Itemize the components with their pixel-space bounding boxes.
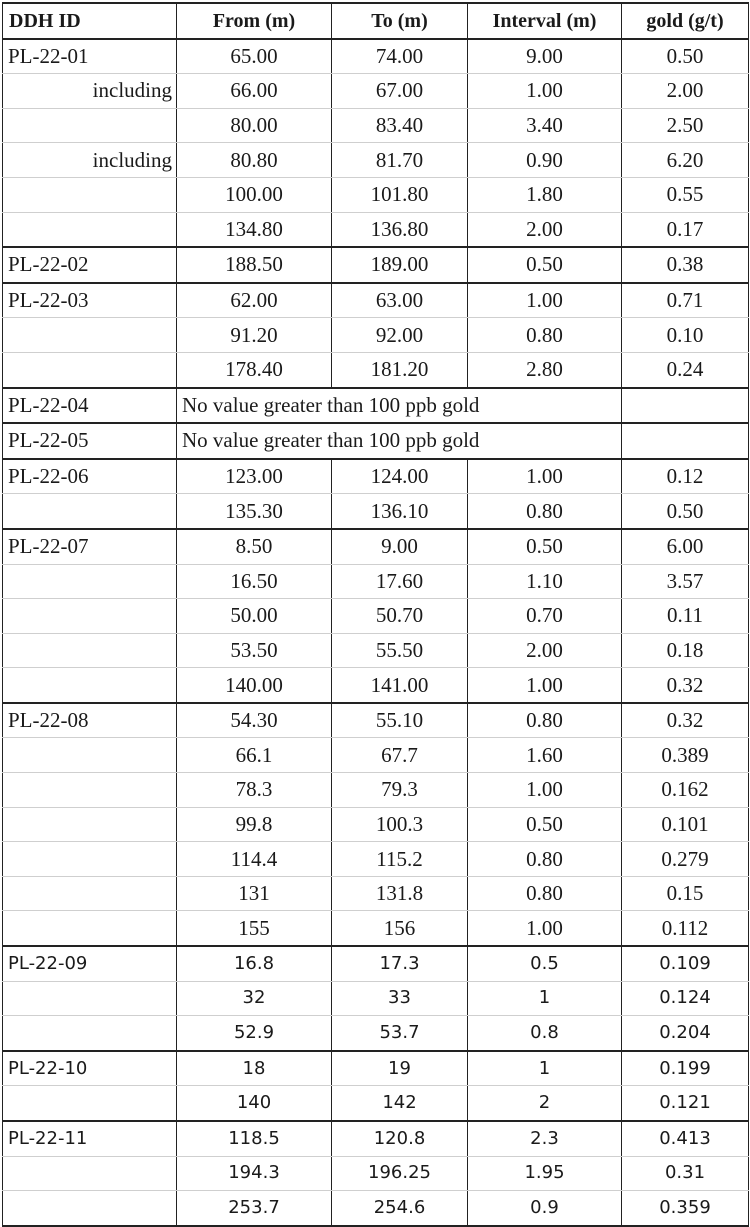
from-cell: 99.8 — [177, 807, 332, 842]
including-label: including — [3, 74, 177, 109]
hole-id-cell — [3, 212, 177, 247]
to-cell: 67.7 — [332, 738, 468, 773]
gold-cell: 0.199 — [622, 1051, 749, 1086]
to-cell: 81.70 — [332, 143, 468, 178]
hole-id-cell — [3, 494, 177, 529]
interval-cell: 2.00 — [468, 212, 622, 247]
gold-cell: 0.279 — [622, 842, 749, 877]
hole-id-cell — [3, 599, 177, 634]
gold-cell: 0.24 — [622, 352, 749, 387]
hole-id-cell — [3, 108, 177, 143]
to-cell: 55.50 — [332, 633, 468, 668]
from-cell: 52.9 — [177, 1016, 332, 1051]
interval-cell: 0.80 — [468, 494, 622, 529]
table-row — [3, 599, 749, 634]
to-cell: 92.00 — [332, 318, 468, 353]
hole-id-cell: PL-22-01 — [3, 39, 177, 74]
gold-cell: 0.413 — [622, 1121, 749, 1156]
header-row — [3, 3, 749, 39]
to-cell: 181.20 — [332, 352, 468, 387]
gold-cell: 2.00 — [622, 74, 749, 109]
from-cell: 118.5 — [177, 1121, 332, 1156]
interval-cell: 1.80 — [468, 177, 622, 212]
table-row — [3, 459, 749, 494]
table-row — [3, 981, 749, 1016]
to-cell: 115.2 — [332, 842, 468, 877]
table-row — [3, 911, 749, 946]
hole-id-cell: PL-22-07 — [3, 529, 177, 564]
to-cell: 19 — [332, 1051, 468, 1086]
from-cell: 194.3 — [177, 1156, 332, 1191]
gold-cell: 0.32 — [622, 703, 749, 738]
table-row — [3, 633, 749, 668]
hole-id-cell: PL-22-05 — [3, 423, 177, 459]
interval-cell: 0.80 — [468, 842, 622, 877]
gold-cell — [622, 388, 749, 424]
to-cell: 136.10 — [332, 494, 468, 529]
no-value-note: No value greater than 100 ppb gold — [177, 388, 622, 424]
gold-cell: 0.389 — [622, 738, 749, 773]
to-cell: 53.7 — [332, 1016, 468, 1051]
gold-cell: 0.18 — [622, 633, 749, 668]
gold-cell: 0.359 — [622, 1191, 749, 1226]
interval-cell: 0.50 — [468, 807, 622, 842]
from-cell: 8.50 — [177, 529, 332, 564]
table-row — [3, 1191, 749, 1226]
from-cell: 178.40 — [177, 352, 332, 387]
to-cell: 120.8 — [332, 1121, 468, 1156]
table-row — [3, 494, 749, 529]
table-row — [3, 842, 749, 877]
gold-cell: 6.00 — [622, 529, 749, 564]
hole-id-cell — [3, 773, 177, 808]
interval-cell: 0.5 — [468, 946, 622, 981]
hole-id-cell — [3, 564, 177, 599]
table-row — [3, 212, 749, 247]
to-cell: 189.00 — [332, 247, 468, 283]
hole-id-cell — [3, 633, 177, 668]
table-row — [3, 108, 749, 143]
from-cell: 78.3 — [177, 773, 332, 808]
header-to: To (m) — [332, 3, 468, 39]
hole-id-cell: PL-22-10 — [3, 1051, 177, 1086]
to-cell: 67.00 — [332, 74, 468, 109]
from-cell: 50.00 — [177, 599, 332, 634]
hole-id-cell: PL-22-03 — [3, 283, 177, 318]
from-cell: 65.00 — [177, 39, 332, 74]
interval-cell: 2.80 — [468, 352, 622, 387]
gold-cell: 6.20 — [622, 143, 749, 178]
interval-cell: 0.70 — [468, 599, 622, 634]
hole-id-cell: PL-22-11 — [3, 1121, 177, 1156]
interval-cell: 1 — [468, 981, 622, 1016]
hole-id-cell — [3, 1016, 177, 1051]
interval-cell: 1.10 — [468, 564, 622, 599]
interval-cell: 1.00 — [468, 283, 622, 318]
gold-cell: 0.11 — [622, 599, 749, 634]
table-row — [3, 773, 749, 808]
interval-cell: 1.00 — [468, 773, 622, 808]
interval-cell: 0.50 — [468, 529, 622, 564]
table-row — [3, 1016, 749, 1051]
table-row — [3, 946, 749, 981]
table-row — [3, 876, 749, 911]
table-body — [3, 39, 749, 1226]
gold-cell: 0.32 — [622, 668, 749, 703]
hole-id-cell: PL-22-06 — [3, 459, 177, 494]
gold-cell: 0.15 — [622, 876, 749, 911]
interval-cell: 0.80 — [468, 318, 622, 353]
hole-id-cell: PL-22-09 — [3, 946, 177, 981]
hole-id-cell — [3, 1191, 177, 1226]
header-from: From (m) — [177, 3, 332, 39]
table-row — [3, 564, 749, 599]
gold-cell: 0.204 — [622, 1016, 749, 1051]
table-row — [3, 74, 749, 109]
hole-id-cell — [3, 807, 177, 842]
table-row — [3, 1121, 749, 1156]
table-row — [3, 1051, 749, 1086]
from-cell: 80.80 — [177, 143, 332, 178]
table-row — [3, 352, 749, 387]
from-cell: 66.00 — [177, 74, 332, 109]
gold-cell: 0.124 — [622, 981, 749, 1016]
gold-cell: 0.10 — [622, 318, 749, 353]
from-cell: 32 — [177, 981, 332, 1016]
header-ddh-id: DDH ID — [3, 3, 177, 39]
table-row — [3, 39, 749, 74]
from-cell: 253.7 — [177, 1191, 332, 1226]
to-cell: 50.70 — [332, 599, 468, 634]
to-cell: 101.80 — [332, 177, 468, 212]
to-cell: 196.25 — [332, 1156, 468, 1191]
gold-cell: 0.55 — [622, 177, 749, 212]
gold-cell: 0.101 — [622, 807, 749, 842]
table-row — [3, 1086, 749, 1121]
gold-cell: 0.50 — [622, 494, 749, 529]
table-row — [3, 703, 749, 738]
table-row — [3, 1156, 749, 1191]
interval-cell: 1 — [468, 1051, 622, 1086]
from-cell: 18 — [177, 1051, 332, 1086]
header-gold: gold (g/t) — [622, 3, 749, 39]
interval-cell: 2.00 — [468, 633, 622, 668]
from-cell: 131 — [177, 876, 332, 911]
to-cell: 83.40 — [332, 108, 468, 143]
hole-id-cell — [3, 668, 177, 703]
from-cell: 80.00 — [177, 108, 332, 143]
table-row — [3, 318, 749, 353]
gold-cell: 0.31 — [622, 1156, 749, 1191]
gold-cell: 3.57 — [622, 564, 749, 599]
gold-cell: 0.121 — [622, 1086, 749, 1121]
hole-id-cell — [3, 981, 177, 1016]
interval-cell: 1.00 — [468, 74, 622, 109]
to-cell: 79.3 — [332, 773, 468, 808]
hole-id-cell — [3, 1156, 177, 1191]
gold-cell: 0.17 — [622, 212, 749, 247]
hole-id-cell — [3, 352, 177, 387]
from-cell: 140 — [177, 1086, 332, 1121]
interval-cell: 2 — [468, 1086, 622, 1121]
to-cell: 156 — [332, 911, 468, 946]
table-row — [3, 529, 749, 564]
gold-cell: 0.38 — [622, 247, 749, 283]
interval-cell: 0.9 — [468, 1191, 622, 1226]
to-cell: 100.3 — [332, 807, 468, 842]
interval-cell: 0.90 — [468, 143, 622, 178]
table-row — [3, 388, 749, 424]
from-cell: 16.50 — [177, 564, 332, 599]
gold-cell: 0.162 — [622, 773, 749, 808]
to-cell: 33 — [332, 981, 468, 1016]
to-cell: 124.00 — [332, 459, 468, 494]
interval-cell: 3.40 — [468, 108, 622, 143]
hole-id-cell — [3, 177, 177, 212]
to-cell: 254.6 — [332, 1191, 468, 1226]
table-row — [3, 738, 749, 773]
from-cell: 123.00 — [177, 459, 332, 494]
from-cell: 114.4 — [177, 842, 332, 877]
to-cell: 17.3 — [332, 946, 468, 981]
gold-cell: 0.112 — [622, 911, 749, 946]
from-cell: 53.50 — [177, 633, 332, 668]
table-row — [3, 807, 749, 842]
table-row — [3, 247, 749, 283]
gold-cell: 0.109 — [622, 946, 749, 981]
interval-cell: 9.00 — [468, 39, 622, 74]
to-cell: 63.00 — [332, 283, 468, 318]
table-row — [3, 177, 749, 212]
gold-cell: 2.50 — [622, 108, 749, 143]
from-cell: 62.00 — [177, 283, 332, 318]
to-cell: 17.60 — [332, 564, 468, 599]
from-cell: 188.50 — [177, 247, 332, 283]
to-cell: 9.00 — [332, 529, 468, 564]
table-row — [3, 283, 749, 318]
from-cell: 16.8 — [177, 946, 332, 981]
gold-cell: 0.50 — [622, 39, 749, 74]
to-cell: 136.80 — [332, 212, 468, 247]
hole-id-cell: PL-22-02 — [3, 247, 177, 283]
from-cell: 134.80 — [177, 212, 332, 247]
interval-cell: 0.80 — [468, 876, 622, 911]
interval-cell: 0.8 — [468, 1016, 622, 1051]
to-cell: 74.00 — [332, 39, 468, 74]
header-interval: Interval (m) — [468, 3, 622, 39]
from-cell: 155 — [177, 911, 332, 946]
hole-id-cell — [3, 876, 177, 911]
drill-results-table — [2, 2, 749, 1227]
from-cell: 54.30 — [177, 703, 332, 738]
hole-id-cell — [3, 842, 177, 877]
interval-cell: 1.60 — [468, 738, 622, 773]
interval-cell: 0.80 — [468, 703, 622, 738]
from-cell: 100.00 — [177, 177, 332, 212]
including-label: including — [3, 143, 177, 178]
from-cell: 135.30 — [177, 494, 332, 529]
interval-cell: 1.00 — [468, 911, 622, 946]
to-cell: 131.8 — [332, 876, 468, 911]
hole-id-cell: PL-22-04 — [3, 388, 177, 424]
to-cell: 141.00 — [332, 668, 468, 703]
gold-cell: 0.71 — [622, 283, 749, 318]
to-cell: 55.10 — [332, 703, 468, 738]
hole-id-cell — [3, 318, 177, 353]
gold-cell — [622, 423, 749, 459]
from-cell: 91.20 — [177, 318, 332, 353]
hole-id-cell — [3, 738, 177, 773]
from-cell: 66.1 — [177, 738, 332, 773]
hole-id-cell: PL-22-08 — [3, 703, 177, 738]
from-cell: 140.00 — [177, 668, 332, 703]
interval-cell: 1.00 — [468, 668, 622, 703]
gold-cell: 0.12 — [622, 459, 749, 494]
to-cell: 142 — [332, 1086, 468, 1121]
interval-cell: 1.95 — [468, 1156, 622, 1191]
no-value-note: No value greater than 100 ppb gold — [177, 423, 622, 459]
interval-cell: 2.3 — [468, 1121, 622, 1156]
hole-id-cell — [3, 1086, 177, 1121]
interval-cell: 0.50 — [468, 247, 622, 283]
table-row — [3, 143, 749, 178]
table-row — [3, 668, 749, 703]
table-row — [3, 423, 749, 459]
interval-cell: 1.00 — [468, 459, 622, 494]
hole-id-cell — [3, 911, 177, 946]
